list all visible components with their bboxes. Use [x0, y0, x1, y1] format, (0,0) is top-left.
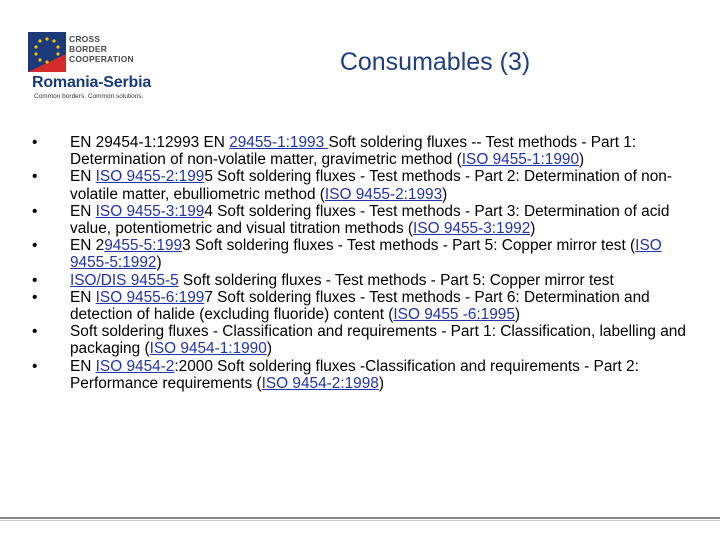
slide-title: Consumables (3) [339, 48, 531, 76]
item-text: ) [579, 151, 585, 169]
logo-line: BORDER [69, 44, 108, 54]
list-item [32, 203, 692, 237]
logo-line: COOPERATION [69, 54, 134, 64]
bullet-list [32, 134, 692, 392]
bullet-icon: • [32, 271, 38, 289]
item-text: ) [442, 185, 448, 203]
item-text: 7 Soft soldering fluxes - Test methods - Part 6: Determination and detection of halide (excluding fluoride) content ( [70, 288, 650, 324]
standard-link[interactable]: ISO 9454-2 [95, 357, 175, 375]
logo [28, 28, 168, 104]
item-text: Soft soldering fluxes - Classification and requirements - Part 1: Classification, labelling and packaging ( [70, 323, 686, 358]
item-text: EN [70, 357, 96, 375]
standard-link[interactable]: 9455-5:199 [104, 237, 183, 255]
standard-link[interactable]: ISO 9455-1:1990 [461, 151, 580, 169]
item-text: Soft soldering fluxes - Test methods - Part 5: Copper mirror test [178, 271, 614, 289]
bullet-icon: • [32, 202, 38, 220]
item-text: ) [378, 374, 384, 392]
item-text: ) [514, 306, 521, 324]
bullet-icon: • [32, 237, 38, 255]
item-text: 3 Soft soldering fluxes - Test methods - Part 5: Copper mirror test ( [182, 237, 636, 255]
standard-link[interactable]: ISO 9454-1:1990 [149, 340, 267, 358]
item-text: ) [156, 254, 162, 272]
item-text: EN [70, 288, 96, 306]
bullet-icon: • [32, 288, 38, 306]
list-item [32, 289, 692, 323]
list-item [32, 168, 692, 202]
list-item [32, 358, 692, 392]
standard-link[interactable]: ISO 9455-2:199 [95, 168, 205, 186]
logo-motto: Common borders. Common solutions. [34, 93, 144, 100]
standard-link[interactable]: ISO 9455-5:1992 [70, 237, 662, 272]
bullet-icon: • [32, 134, 38, 151]
list-item [32, 272, 692, 289]
standard-link[interactable]: ISO 9455 -6:1995 [393, 306, 515, 324]
item-text: 5 Soft soldering fluxes - Test methods - Part 2: Determination of non-volatile matter, ebulliometric method ( [70, 168, 672, 203]
standard-link[interactable]: 29455-1:1993 [229, 134, 329, 151]
standard-link[interactable]: ISO 9454-2:1998 [261, 374, 379, 392]
bottom-divider [0, 517, 720, 519]
bullet-icon: • [32, 323, 38, 341]
logo-country: Romania-Serbia [32, 74, 152, 91]
bullet-icon: • [32, 168, 38, 186]
item-text: 4 Soft soldering fluxes - Test methods - Part 3: Determination of acid value, potentiometric and visual titration methods ( [70, 202, 670, 238]
list-item [32, 237, 692, 271]
logo-line: CROSS [69, 34, 101, 44]
standard-link[interactable]: ISO 9455-3:1992 [413, 220, 531, 238]
standard-link[interactable]: ISO 9455-2:1993 [324, 185, 443, 203]
item-text: :2000 Soft soldering fluxes -Classification and requirements - Part 2: Performance requirements ( [70, 357, 639, 392]
standard-link[interactable]: ISO/DIS 9455-5 [70, 271, 179, 289]
item-text: EN [70, 168, 96, 186]
logo-text [69, 34, 134, 64]
standard-link[interactable]: ISO 9455-3:199 [95, 202, 205, 220]
list-item [32, 323, 692, 357]
item-text: ) [266, 340, 272, 358]
standard-link[interactable]: ISO 9455-6:199 [95, 288, 205, 306]
bottom-divider-shadow [0, 520, 720, 521]
eu-stars-flag-icon [28, 32, 66, 72]
item-text: EN [70, 202, 96, 220]
item-text: Soft soldering fluxes -- Test methods - Part 1: Determination of non-volatile matter, gravimetric method ( [70, 134, 637, 169]
item-text: ) [530, 220, 536, 238]
item-text: EN 29454-1:12993 EN [70, 134, 230, 151]
bullet-icon: • [32, 357, 38, 375]
item-text: EN 2 [70, 237, 105, 255]
list-item [32, 134, 692, 168]
